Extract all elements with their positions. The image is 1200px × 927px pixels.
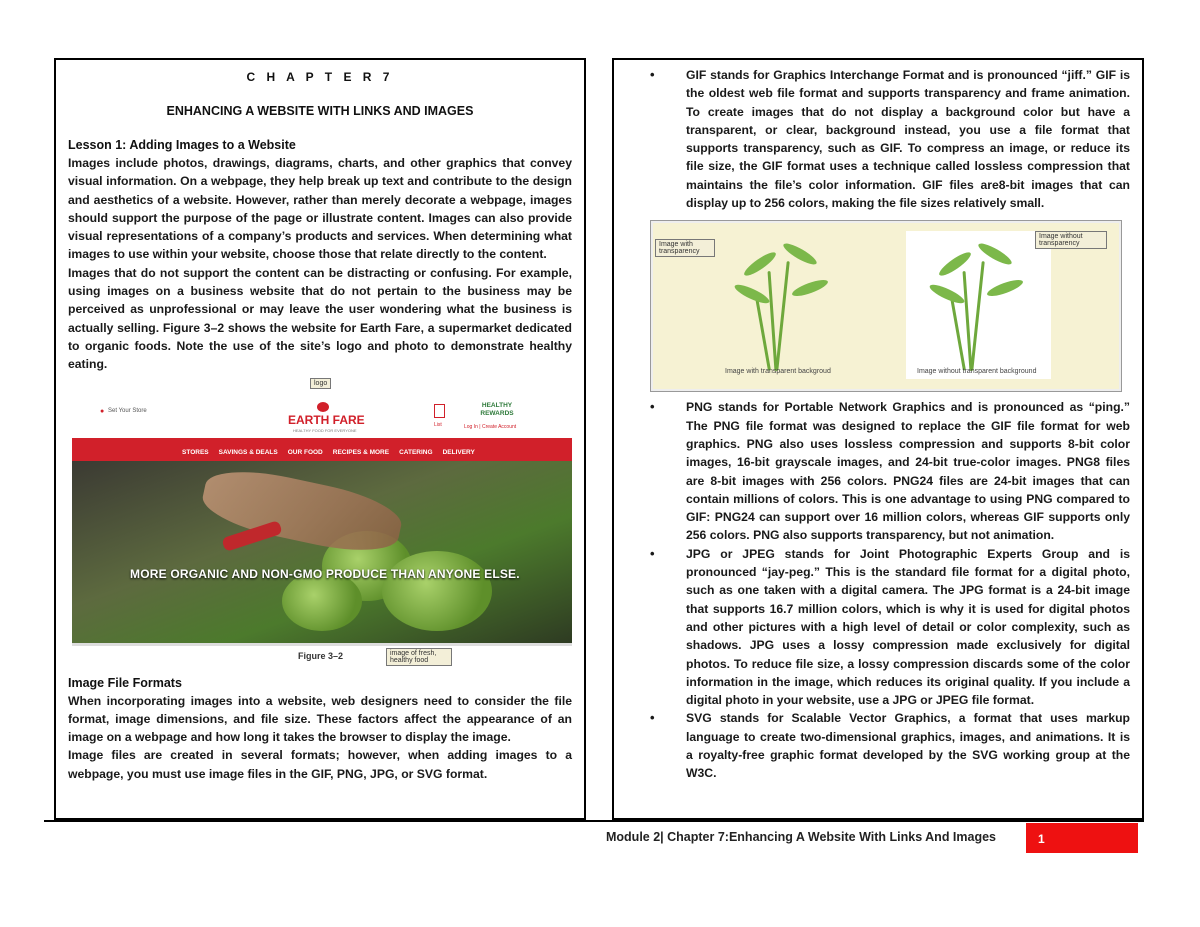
figure-transparency [650,220,1122,392]
caption-right: Image without transparent background [917,368,1037,376]
earthfare-logo-icon [317,402,329,412]
hero-photo [72,461,572,643]
caption-left: Image with transparent backgroud [725,368,831,376]
footer-rule [44,820,1144,822]
callout-without-transparency: Image without transparency [1035,231,1107,249]
site-nav [72,444,572,461]
hero-headline: MORE ORGANIC AND NON-GMO PRODUCE THAN ANYONE ELSE. [130,566,520,581]
figure-earth-fare [68,378,573,668]
page-number: 1 [1026,823,1138,853]
list-item-gif: • GIF stands for Graphics Interchange Format and is pronounced “jiff.” GIF is the oldest web file format and supports transparency and frame animation. To create images that do not display a background color but have a transparent, or clear, background instead, you use a file format that supports transparency, such as GIF. To compress an image, or reduce its file size, the GIF format uses a technique called lossless compression that maintains the file’s color information. GIF files are8-bit images that can display up to 256 colors, making the file sizes relatively small. [686,66,1130,212]
list-icon [434,404,445,418]
website-screenshot [72,398,572,646]
paragraph: Images include photos, drawings, diagrams, charts, and other graphics that convey visual information. On a webpage, they help break up text and contribute to the design and aesthetics of a website. However, rather than merely decorate a webpage, images should support the purpose of the page or illustrate content. Images can also provide visual representations of a company’s products and services. When determining what images to use within your website, choose those that relate directly to the content. [68,156,572,262]
nav-item: CATERING [399,448,433,456]
lesson-heading: Lesson 1: Adding Images to a Website [68,138,296,152]
paragraph: When incorporating images into a website, web designers need to consider the file format, image dimensions, and file size. These factors affect the appearance of an image on a webpage and how long it takes the browser to display the image. [68,693,572,745]
nav-item: SAVINGS & DEALS [218,448,278,456]
list-item-jpg: • JPG or JPEG stands for Joint Photographic Experts Group and is pronounced “jay-peg.” This is the standard file format for a digital photo, such as one taken with a digital camera. The JPG format is a 24-bit image that supports 16.7 million colors, which is why it is used for digital photos and other pictures with a high level of detail or color complexity, such as shadows. JPG uses a lossy compression made exclusively for digital photos. To reduce file size, a lossy compression discards some of the color information in the image, which reduces its original quality. If you include a digital photo in your website, use a JPG or JPEG file format. [686,545,1130,710]
photo-callout: image of fresh, healthy food [386,648,452,666]
plant-transparent [711,231,856,379]
list-item-png: • PNG stands for Portable Network Graphics and is pronounced as “ping.” The PNG file format was designed to replace the GIF file format for web graphics. PNG also uses lossless compression and supports 8-bit color images, 16-bit grayscale images, and 24-bit true-color images. PNG8 files are 8-bit images with 256 colors. PNG24 files are 24-bit images that can contain millions of colors. This is one advantage to using PNG compared to GIF: PNG24 can support over 16 million colors, whereas GIF supports only 256 colors. PNG also supports transparency, but not animation. [686,398,1130,544]
login-link: Log In | Create Account [464,423,517,430]
section-heading: Image File Formats [68,675,182,690]
footer-text: Module 2| Chapter 7:Enhancing A Website With Links And Images [606,830,997,844]
figure-caption: Figure 3–2 [298,650,344,661]
logo-callout: logo [310,378,331,389]
nav-item: DELIVERY [442,448,475,456]
brand-tagline: HEALTHY FOOD FOR EVERYONE [293,427,357,433]
paragraph: Images that do not support the content can be distracting or confusing. For example, using images on a business website that do not pertain to the business may be perceived as unprofessional or may leave the user wondering what the business is actually selling. Figure 3–2 shows the website for Earth Fare, a supermarket dedicated to organic foods. Note the use of the site’s logo and photo to demonstrate healthy eating. [68,265,572,372]
list-link: List [434,421,442,428]
left-column [54,58,586,820]
nav-item: STORES [182,448,209,456]
rewards-logo: HEALTHY REWARDS [480,401,514,417]
nav-item: OUR FOOD [287,448,323,456]
paragraph: Image files are created in several formats; however, when adding images to a webpage, you must use image files in the GIF, PNG, JPG, or SVG format. [68,748,572,781]
list-item-svg: • SVG stands for Scalable Vector Graphics, a format that uses markup language to create two-dimensional graphics, images, and animations. It is a royalty-free graphic format developed by the SVG working group at the W3C. [686,709,1130,782]
nav-item: RECIPES & MORE [332,448,390,456]
chapter-heading: C H A P T E R 7 [246,70,394,84]
location-pin-icon: ● [100,407,105,415]
plant-opaque [906,231,1051,379]
right-column [612,58,1144,820]
chapter-title: ENHANCING A WEBSITE WITH LINKS AND IMAGES [166,104,474,118]
brand-logo: EARTH FARE [288,412,365,427]
store-link: Set Your Store [108,407,147,414]
callout-with-transparency: Image with transparency [655,239,715,257]
